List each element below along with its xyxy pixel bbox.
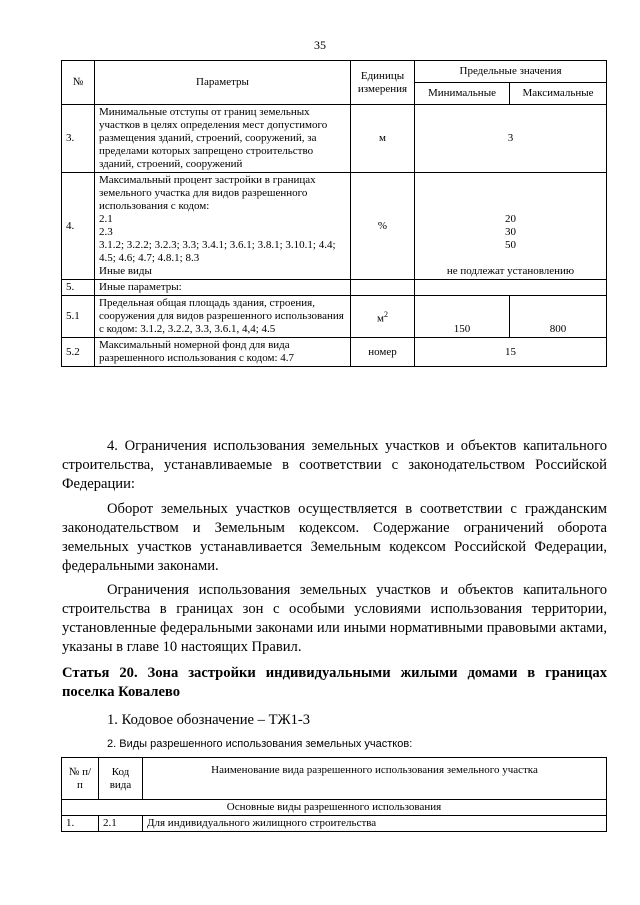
row-name: Для индивидуального жилищного строительства xyxy=(143,816,607,832)
types-caption: 2. Виды разрешенного использования земельных участков: xyxy=(107,738,413,750)
header-code: Код вида xyxy=(99,758,143,800)
page-number: 35 xyxy=(314,38,326,52)
paragraph-special-zones: Ограничения использования земельных участков и объектов капитального строительства в границах зон с особыми условиями использования территории, установленные федеральными законами или иными нормативными правовыми актами, указаны в главе 10 настоящих Правил. xyxy=(62,582,607,655)
row-param: Минимальные отступы от границ земельных участков в целях определения мест допустимого размещения зданий, строений, сооружений, за пределами которых запрещено строительство зданий, строений, сооружений xyxy=(95,105,351,173)
header-num: № п/п xyxy=(62,758,99,800)
row-value: 3 xyxy=(415,105,607,173)
row-num: 3. xyxy=(62,105,95,173)
header-limits: Предельные значения xyxy=(415,61,607,83)
row-param: Предельная общая площадь здания, строения, сооружения для видов разрешенного использования с кодом: 3.1.2, 3.2.2, 3.3, 3.6.1, 4,4; 4.5 xyxy=(95,296,351,338)
row-code: 2.1 xyxy=(99,816,143,832)
row-value-empty xyxy=(415,280,607,296)
row-unit: м xyxy=(351,105,415,173)
row-num: 5.1 xyxy=(62,296,95,338)
table-row xyxy=(62,105,607,173)
row-num: 1. xyxy=(62,816,99,832)
row-num: 4. xyxy=(62,173,95,280)
table-row xyxy=(62,280,607,296)
code-designation: 1. Кодовое обозначение – ТЖ1-3 xyxy=(107,712,311,728)
section-title: Основные виды разрешенного использования xyxy=(62,800,607,816)
row-unit: % xyxy=(351,173,415,280)
header-params: Параметры xyxy=(95,61,351,105)
unit-superscript: 2 xyxy=(383,309,388,319)
paragraph-land-turnover: Оборот земельных участков осуществляется в соответствии с гражданским законодательством и Земельным кодексом. Содержание ограничений оборота земельных участков устанавливается Земельным кодексом Российской Федерации, федеральными законами. xyxy=(62,501,607,574)
row-min: 150 xyxy=(415,296,510,338)
table-header-row xyxy=(62,758,607,800)
row-unit xyxy=(351,296,415,338)
header-min: Минимальные xyxy=(415,83,510,105)
table-section-row xyxy=(62,800,607,816)
table-row xyxy=(62,296,607,338)
row-param: Максимальный номерной фонд для вида разрешенного использования с кодом: 4.7 xyxy=(95,338,351,367)
unit-text: м xyxy=(377,312,384,325)
header-max: Максимальные xyxy=(510,83,607,105)
parameters-table xyxy=(61,60,607,367)
table-row xyxy=(62,816,607,832)
row-value: 15 xyxy=(415,338,607,367)
paragraph-restrictions: 4. Ограничения использования земельных участков и объектов капитального строительства, устанавливаемые в соответствии с законодательством Российской Федерации: xyxy=(62,438,607,492)
header-name: Наименование вида разрешенного использования земельного участка xyxy=(143,758,607,800)
row-param: Иные параметры: xyxy=(95,280,351,296)
row-unit: номер xyxy=(351,338,415,367)
row-value: 20 30 50 не подлежат установлению xyxy=(415,173,607,280)
row-num: 5.2 xyxy=(62,338,95,367)
permitted-uses-table xyxy=(61,757,607,832)
row-max: 800 xyxy=(510,296,607,338)
table-row xyxy=(62,173,607,280)
table-row xyxy=(62,338,607,367)
table-header-row xyxy=(62,61,607,83)
article-heading: Статья 20. Зона застройки индивидуальными жилыми домами в границах поселка Ковалево xyxy=(62,665,607,700)
row-unit-empty xyxy=(351,280,415,296)
header-num: № xyxy=(62,61,95,105)
row-num: 5. xyxy=(62,280,95,296)
row-param: Максимальный процент застройки в границах земельного участка для видов разрешенного использования с кодом: 2.1 2.3 3.1.2; 3.2.2; 3.2.3; 3.3; 3.4.1; 3.6.1; 3.8.1; 3.10.1; 4.4; 4.5; 4.6; 4.7; 4.8.1; 8.3 Иные виды xyxy=(95,173,351,280)
header-units: Единицы измерения xyxy=(351,61,415,105)
